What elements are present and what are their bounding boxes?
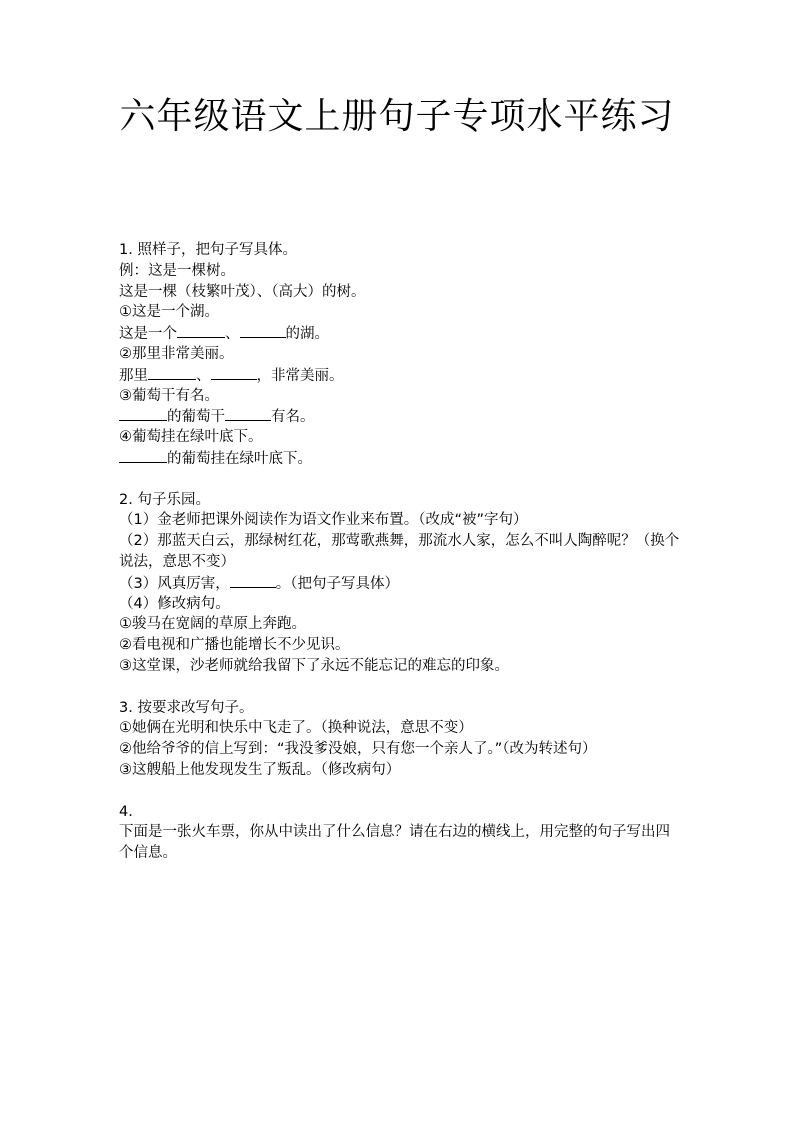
q1-item1-answer-line [119, 323, 684, 344]
q2-heading: 2. 句子乐园。 [119, 491, 210, 508]
q3-item3: ③这艘船上他发现发生了叛乱。（修改病句） [119, 761, 401, 778]
q1-item3-blank-2[interactable] [225, 406, 271, 421]
q1-item2: ②那里非常美丽。 [119, 345, 234, 362]
q4-heading: 4. [119, 803, 133, 820]
q1-item1-blank-2[interactable] [240, 323, 286, 338]
q1-example-answer: 这是一棵（枝繁叶茂）、（高大）的树。 [119, 283, 366, 300]
q3-item1: ①她俩在光明和快乐中飞走了。（换种说法，意思不变） [119, 720, 473, 737]
q1-item2-text-c: ，非常美丽。 [256, 367, 344, 384]
q1-item2-blank-2[interactable] [211, 365, 257, 380]
q2-sub3-text-a: （3）风真厉害， [119, 575, 230, 592]
q1-item4-blank-1[interactable] [119, 448, 167, 463]
q1-item2-blank-1[interactable] [148, 365, 196, 380]
q1-item4: ④葡萄挂在绿叶底下。 [119, 429, 263, 446]
q1-item1-text-c: 的湖。 [285, 326, 329, 343]
q3-item2: ②他给爷爷的信上写到：“我没爹没娘，只有您一个亲人了。”（改为转述句） [119, 741, 597, 758]
q1-item2-answer-line [119, 365, 684, 386]
q2-sub4-item3: ③这堂课，沙老师就给我留下了永远不能忘记的难忘的印象。 [119, 657, 509, 674]
q2-sub2: （2）那蓝天白云，那绿树红花，那莺歌燕舞，那流水人家，怎么不叫人陶醉呢？（换个说法，意思不变） [119, 533, 680, 570]
q1-item3-text-c: 有名。 [271, 409, 315, 426]
q2-sub3-blank[interactable] [230, 573, 276, 588]
q1-item1-blank-1[interactable] [177, 323, 225, 338]
q1-item2-text-a: 那里 [119, 367, 148, 384]
q1-item2-text-b: 、 [196, 367, 211, 384]
page-title: 六年级语文上册句子专项水平练习 [119, 96, 675, 137]
q1-heading: 1. 照样子，把句子写具体。 [119, 242, 297, 258]
spacer [119, 469, 684, 490]
q1-item1-text-a: 这是一个 [119, 326, 177, 343]
q1-item1: ①这是一个湖。 [119, 304, 219, 321]
q2-sub3-line [119, 573, 684, 594]
spacer [119, 677, 684, 698]
q2-sub4-item2: ②看电视和广播也能增长不少见识。 [119, 637, 350, 654]
q1-item4-text-b: 的葡萄挂在绿叶底下。 [167, 450, 312, 467]
q1-item4-answer-line [119, 448, 684, 469]
q2-sub4-item1: ①骏马在宽阔的草原上奔跑。 [119, 616, 306, 633]
q1-item3-blank-1[interactable] [119, 406, 167, 421]
q1-item1-text-b: 、 [225, 326, 240, 343]
q2-sub3-text-b: 。（把句子写具体） [275, 575, 399, 592]
q3-heading: 3. 按要求改写句子。 [119, 699, 254, 716]
q1-item3-answer-line [119, 406, 684, 427]
worksheet-content [119, 240, 684, 864]
q1-example-label: 例：这是一棵树。 [119, 262, 235, 279]
q1-item3: ③葡萄干有名。 [119, 387, 219, 404]
spacer [119, 781, 684, 802]
q1-item3-text-b: 的葡萄干 [167, 409, 225, 426]
q2-sub1: （1）金老师把课外阅读作为语文作业来布置。（改成“被”字句） [119, 512, 528, 529]
q2-sub4: （4）修改病句。 [119, 595, 230, 612]
q4-text: 下面是一张火车票，你从中读出了什么信息？请在右边的横线上，用完整的句子写出四个信息。 [119, 824, 670, 862]
